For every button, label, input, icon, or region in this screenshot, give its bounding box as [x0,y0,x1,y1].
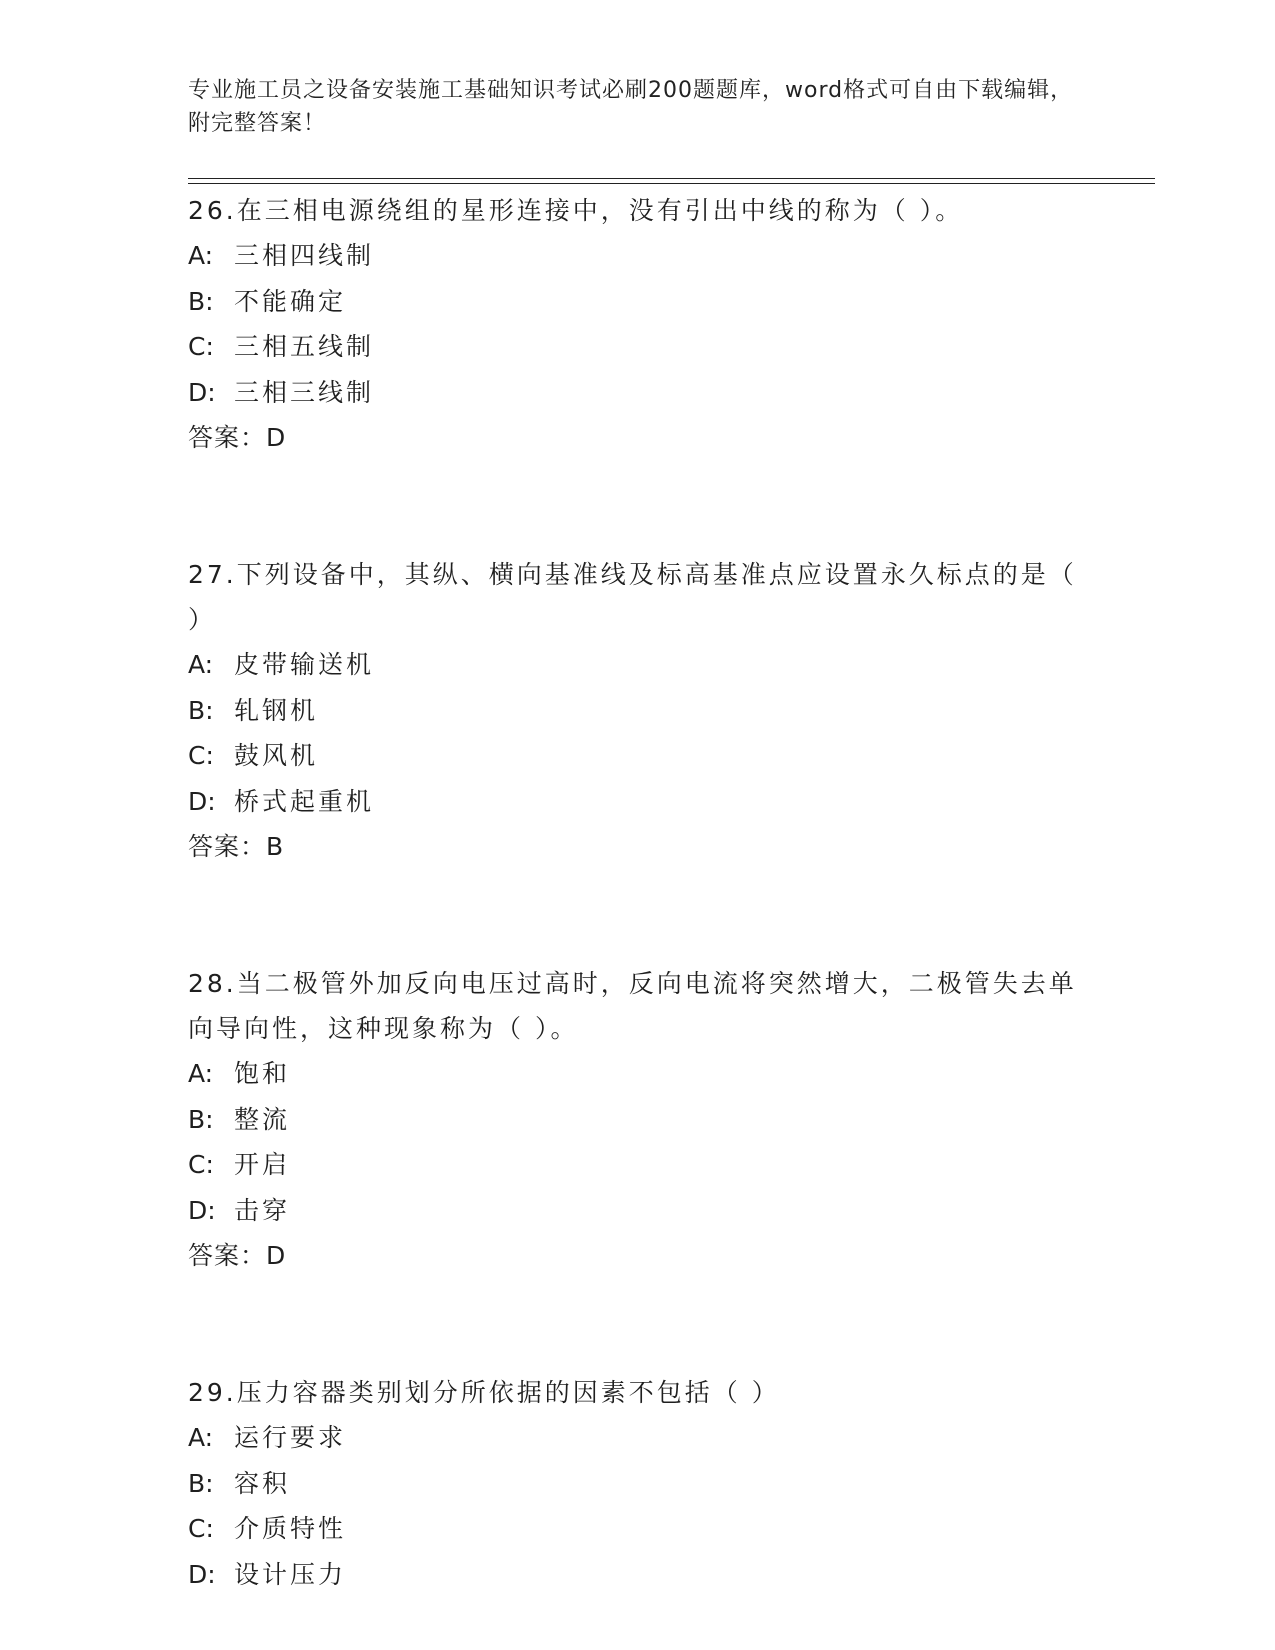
option-text: 整流 [234,1104,291,1134]
option-text: 设计压力 [234,1559,347,1589]
option-c [188,733,1088,779]
answer-line: 答案：B [188,832,285,861]
document-header: 专业施工员之设备安装施工基础知识考试必刷200题题库，word格式可自由下载编辑，附完整答案！ [188,78,1074,136]
option-letter: D: [188,377,216,407]
option-letter: A: [188,1059,214,1088]
option-c [188,1506,1088,1552]
question-item [188,1370,1088,1597]
question-stem: 27.下列设备中，其纵、横向基准线及标高基准点应设置永久标点的是（ ） [188,560,1077,634]
option-letter: D: [188,1195,216,1225]
option-letter: A: [188,1423,214,1452]
option-text: 三相三线制 [234,377,375,407]
option-letter: B: [188,1468,214,1498]
option-letter: B: [188,286,214,316]
option-letter: D: [188,786,216,816]
option-a [188,1415,1088,1461]
option-letter: D: [188,1559,216,1589]
option-c [188,324,1088,370]
option-letter: B: [188,695,214,725]
option-text: 运行要求 [234,1423,347,1452]
option-text: 容积 [234,1468,291,1498]
option-b [188,688,1088,734]
option-text: 桥式起重机 [234,786,375,816]
option-text: 鼓风机 [234,741,319,770]
option-text: 皮带输送机 [234,650,375,679]
option-letter: C: [188,1514,214,1543]
option-text: 饱和 [234,1059,291,1088]
option-d [188,779,1088,825]
option-b [188,1461,1088,1507]
option-d [188,1188,1088,1234]
question-stem: 29.压力容器类别划分所依据的因素不包括（ ） [188,1378,780,1407]
question-item [188,552,1088,869]
option-letter: A: [188,241,214,270]
answer-line: 答案：D [188,423,287,452]
option-letter: A: [188,650,214,679]
header-divider-line [188,178,1155,179]
option-b [188,1097,1088,1143]
spacer [188,869,1088,961]
option-a [188,233,1088,279]
option-text: 介质特性 [234,1514,347,1543]
option-letter: B: [188,1104,214,1134]
option-a [188,1051,1088,1097]
question-item [188,188,1088,460]
question-stem: 26.在三相电源绕组的星形连接中，没有引出中线的称为（ ）。 [188,196,964,225]
option-text: 开启 [234,1150,291,1179]
option-text: 三相四线制 [234,241,375,270]
option-letter: C: [188,332,214,361]
answer-line: 答案：D [188,1241,287,1270]
option-a [188,642,1088,688]
question-stem: 28.当二极管外加反向电压过高时，反向电流将突然增大，二极管失去单向导向性，这种现象称为（ ）。 [188,969,1077,1043]
option-b [188,279,1088,325]
spacer [188,460,1088,552]
question-item [188,961,1088,1278]
option-letter: C: [188,1150,214,1179]
option-d [188,370,1088,416]
option-text: 轧钢机 [234,695,319,725]
option-letter: C: [188,741,214,770]
option-text: 不能确定 [234,286,347,316]
option-text: 三相五线制 [234,332,375,361]
spacer [188,1278,1088,1370]
option-c [188,1142,1088,1188]
option-d [188,1552,1088,1598]
question-list [188,188,1088,1597]
option-text: 击穿 [234,1195,291,1225]
header-divider-line-secondary [188,183,1155,184]
